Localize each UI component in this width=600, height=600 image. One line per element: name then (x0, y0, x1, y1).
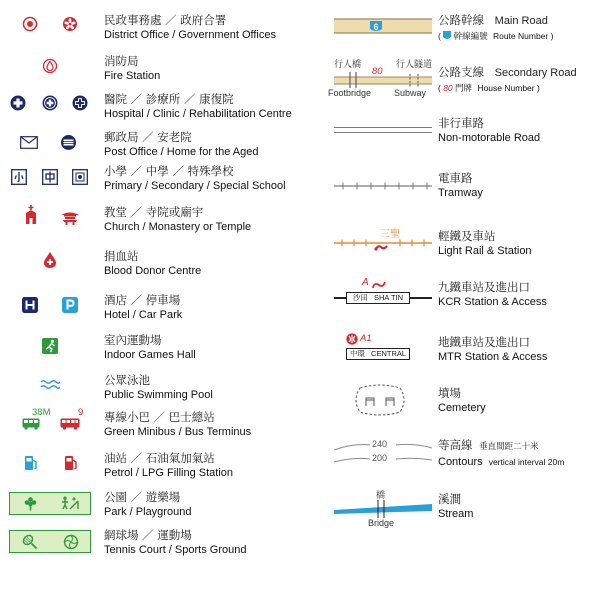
kcr-station-name-zh: 沙田 (352, 293, 368, 302)
legend-label-en: Tramway (438, 187, 483, 199)
legend-label-zh: 捐血站 (104, 249, 139, 263)
legend-row-tennis (0, 528, 300, 568)
route-number-label: 6 (373, 22, 379, 32)
non-motorable-road-symbol (334, 126, 432, 134)
legend-label-en: Hospital / Clinic / Rehabilitation Centre (104, 108, 292, 120)
route-number-note-en: Route Number (492, 31, 549, 41)
kcr-station-box (346, 292, 410, 304)
legend-label-en: Green Minibus / Bus Terminus (104, 426, 252, 438)
legend-row-church (0, 205, 300, 245)
hospital-icon (10, 95, 26, 111)
main-road-symbol (334, 16, 432, 38)
kcr-logo-icon (372, 280, 386, 290)
stream-symbol (334, 498, 432, 520)
park-icon (23, 496, 38, 511)
legend-row-contours (322, 436, 600, 476)
primary-school-icon (11, 169, 27, 185)
sports-ground-icon (63, 534, 79, 550)
rehabilitation-centre-icon (72, 95, 88, 111)
subway-label-en: Subway (394, 88, 427, 98)
legend-label-en: Public Swimming Pool (104, 389, 213, 401)
legend-label-zh: 小學 ／ 中學 ／ 特殊學校 (104, 164, 234, 178)
legend-label-en: Contours (438, 456, 483, 468)
mtr-station-name-en: CENTRAL (371, 349, 407, 358)
footbridge-label-zh: 行人橋 (334, 60, 362, 70)
legend-label-en: Primary / Secondary / Special School (104, 180, 286, 192)
mtr-logo-icon (346, 333, 358, 345)
legend-row-blood-donor (0, 249, 300, 289)
house-number-note-zh: 門牌 (455, 83, 473, 93)
legend-row-district-office (0, 13, 300, 53)
temple-icon (60, 209, 80, 225)
house-number-label: 80 (372, 66, 383, 77)
secondary-road-symbol (334, 70, 432, 88)
legend-label-zh: 電車路 (438, 171, 473, 185)
legend-row-park (0, 490, 300, 530)
legend-row-hospital (0, 92, 300, 132)
legend-row-non-motorable (322, 116, 600, 156)
contour-note-en: vertical interval 20m (488, 457, 565, 467)
legend-row-kcr (322, 278, 600, 318)
route-number-note-zh: 幹線編號 (453, 31, 488, 41)
legend-label-en: MTR Station & Access (438, 351, 548, 363)
legend-label-zh: 公眾泳池 (104, 373, 150, 387)
legend-label-zh: 等高線 (438, 438, 473, 452)
clinic-icon (42, 95, 58, 111)
legend-label-en: Secondary Road (494, 67, 577, 79)
special-school-icon (72, 169, 88, 185)
footbridge-label-en: Footbridge (328, 88, 372, 98)
petrol-station-icon (24, 455, 38, 471)
legend-label-zh: 輕鐵及車站 (438, 229, 496, 243)
legend-row-stream (322, 488, 600, 528)
legend-row-main-road: 6 公路幹線 Main Road ( 幹線編號 Route Number ) (322, 13, 600, 53)
legend-label-zh: 酒店 ／ 停車場 (104, 293, 181, 307)
legend-label-en: Main Road (494, 15, 548, 27)
legend-label-zh: 公路幹線 (438, 13, 484, 27)
legend-label-zh: 網球場 ／ 運動場 (104, 528, 192, 542)
house-number-note-en: House Number (477, 83, 535, 93)
legend-label-zh: 九鐵車站及進出口 (438, 280, 530, 294)
kcr-station-name-en: SHA TIN (374, 293, 404, 302)
legend-label-en: Tennis Court / Sports Ground (104, 544, 247, 556)
minibus-route-label: 38M (32, 407, 51, 418)
fire-station-icon (42, 58, 58, 74)
legend-label-en: Light Rail & Station (438, 245, 532, 257)
legend-label-zh: 公路支線 (438, 65, 484, 79)
post-office-icon (20, 136, 38, 149)
legend-row-light-rail (322, 225, 600, 265)
legend-label-en: Church / Monastery or Temple (104, 221, 252, 233)
light-rail-station-label: 三聖 (380, 229, 400, 240)
legend-label-zh: 油站 ／ 石油氣加氣站 (104, 451, 215, 465)
legend-row-cemetery (322, 382, 600, 422)
legend-row-secondary-road: 行人橋 行人隧道 80 Footbridge Subway 公路支線 Secondary Road ( 80 門牌 House Number ) (322, 57, 600, 97)
legend-label-zh: 消防局 (104, 54, 139, 68)
contour-label-upper: 240 (372, 439, 388, 449)
subway-label-zh: 行人隧道 (396, 60, 433, 70)
bridge-label-zh: 橋 (376, 491, 386, 501)
route-number-shield-icon (443, 31, 451, 40)
house-number-sample: 80 (443, 83, 453, 93)
legend-row-school (0, 164, 300, 204)
tennis-court-icon (22, 534, 38, 550)
legend-label-zh: 民政事務處 ／ 政府合署 (104, 13, 227, 27)
mtr-station-name-zh: 中環 (349, 349, 365, 358)
legend-label-en: Cemetery (438, 402, 486, 414)
legend-label-zh: 公園 ／ 遊樂場 (104, 490, 181, 504)
car-park-icon (62, 297, 78, 313)
blood-donor-icon (43, 251, 57, 269)
legend-label-en: Fire Station (104, 70, 161, 82)
legend-label-zh: 郵政局 ／ 安老院 (104, 130, 192, 144)
legend-row-fire-station (0, 54, 300, 94)
government-offices-icon (62, 16, 78, 32)
mtr-station-box (346, 348, 410, 360)
legend-label-en: Hotel / Car Park (104, 309, 183, 321)
district-office-icon (22, 16, 38, 32)
legend-label-en: KCR Station & Access (438, 296, 547, 308)
green-minibus-icon (22, 418, 40, 430)
indoor-games-hall-icon (42, 338, 58, 354)
bus-route-label: 9 (78, 407, 84, 418)
legend-label-en: Blood Donor Centre (104, 265, 202, 277)
legend-label-en: Post Office / Home for the Aged (104, 146, 259, 158)
legend-row-hotel (0, 293, 300, 333)
bus-terminus-icon (60, 418, 80, 430)
legend-row-tramway (322, 171, 600, 211)
legend-label-zh: 醫院 ／ 診療所 ／ 康復院 (104, 92, 234, 106)
legend-label-zh: 室內運動場 (104, 333, 162, 347)
legend-label-zh: 非行車路 (438, 116, 484, 130)
lpg-station-icon (64, 455, 78, 471)
legend-label-zh: 教堂 ／ 寺院或廟宇 (104, 205, 204, 219)
legend-label-en: Indoor Games Hall (104, 349, 196, 361)
contour-label-lower: 200 (372, 453, 388, 463)
church-icon (24, 205, 38, 225)
legend-row-minibus (0, 407, 300, 450)
playground-icon (60, 496, 80, 511)
secondary-school-icon (42, 169, 58, 185)
legend-label-en: Park / Playground (104, 506, 192, 518)
contour-note-zh: 垂直間距二十米 (479, 442, 539, 452)
legend-row-petrol (0, 451, 300, 491)
legend-label-en: Stream (438, 508, 474, 520)
legend-label-zh: 溪澗 (438, 492, 461, 506)
legend-label-en: Petrol / LPG Filling Station (104, 467, 234, 479)
legend-row-mtr (322, 331, 600, 371)
swimming-pool-icon (40, 378, 60, 390)
mtr-access-label: A1 (360, 333, 372, 344)
legend-label-zh: 專線小巴 ／ 巴士總站 (104, 410, 215, 424)
legend-label-en: Non-motorable Road (438, 132, 541, 144)
tramway-symbol (334, 181, 432, 191)
light-rail-symbol (334, 237, 432, 253)
kcr-access-label: A (362, 277, 369, 288)
home-for-aged-icon (60, 134, 77, 151)
legend-row-indoor-games (0, 333, 300, 373)
bridge-label-en: Bridge (368, 518, 395, 528)
legend-label-zh: 地鐵車站及進出口 (438, 335, 530, 349)
legend-label-zh: 墳場 (438, 386, 461, 400)
hotel-icon (22, 297, 38, 313)
legend-label-en: District Office / Government Offices (104, 29, 276, 41)
cemetery-symbol (352, 384, 408, 416)
